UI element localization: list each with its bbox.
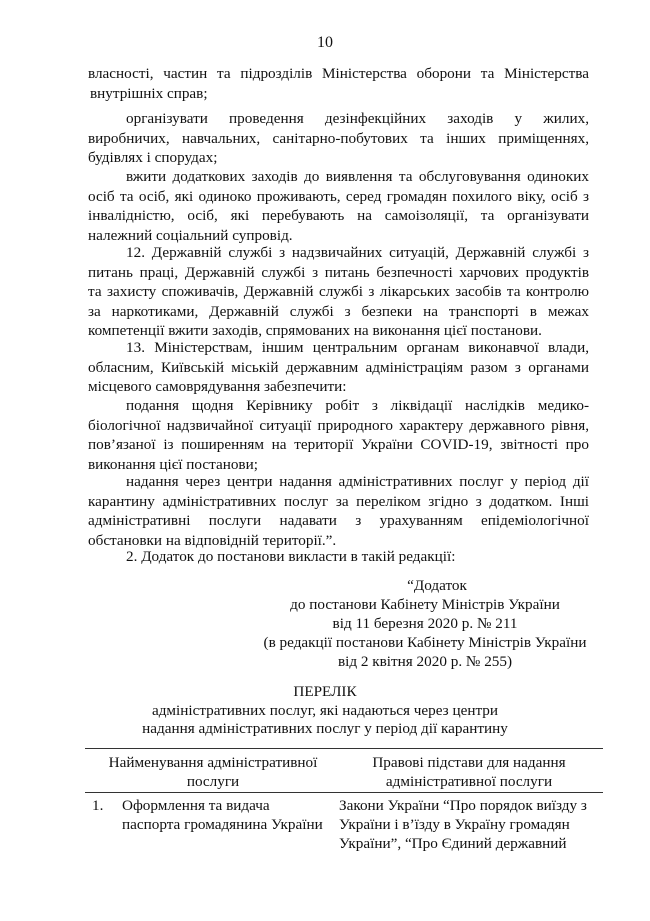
list-subtitle-line-2: надання адміністративних послуг у період дії карантину	[142, 720, 508, 737]
cell-line: Оформлення та видача	[122, 797, 270, 814]
header-line: Правові підстави для надання	[372, 754, 566, 771]
text-line: виробничих, навчальних, санітарно-побутових та інших приміщеннях,	[88, 129, 589, 147]
cell-line: паспорта громадянина України	[122, 816, 323, 833]
text-line: обласним, Київській міській державним адміністраціям разом з органами	[88, 358, 589, 376]
page-number: 10	[317, 34, 333, 51]
paragraph-5	[88, 338, 589, 397]
paragraph-1	[88, 64, 589, 103]
text-line: місцевого самоврядування забезпечити:	[88, 378, 347, 395]
paragraph-2	[88, 109, 589, 168]
text-line: надання через центри надання адміністративних послуг у період дії	[126, 473, 589, 490]
table-top-border	[85, 748, 603, 749]
paragraph-4	[88, 243, 589, 341]
annex-block	[250, 576, 600, 671]
header-line: адміністративної послуги	[385, 773, 553, 790]
text-line: питань праці, Державній службі з питань безпечності харчових продуктів	[88, 263, 589, 281]
text-line: 13. Міністерствам, іншим центральним органам виконавчої влади,	[126, 339, 589, 356]
text-line: обстановки на відповідній території.”.	[88, 531, 337, 549]
list-heading: ПЕРЕЛІК	[293, 683, 357, 700]
text-line: виконання цієї постанови;	[88, 455, 258, 473]
cell-line: України і в’їзду в Україну громадян	[339, 816, 570, 833]
annex-date-line: від 11 березня 2020 р. № 211	[332, 615, 518, 632]
annex-edition-date-line: від 2 квітня 2020 р. № 255)	[337, 653, 513, 670]
paragraph-7	[88, 472, 589, 550]
text-line: осіб та осіб, які одиноко проживають, серед громадян похилого віку, осіб з	[88, 187, 589, 205]
text-line: вжити додаткових заходів до виявлення та обслуговування одиноких	[126, 168, 589, 185]
table-header-basis	[338, 753, 600, 791]
cell-line: Закони України “Про порядок виїзду з	[339, 797, 587, 814]
text-line: пов’язаної із поширенням на території України COVID-19, звітності про	[88, 436, 589, 453]
annex-title: “Додаток	[407, 577, 467, 594]
text-line: за наркотиками, Державній службі з безпеки на транспорті в межах	[88, 302, 589, 320]
text-line: організувати проведення дезінфекційних заходів у жилих,	[126, 110, 589, 127]
text-line: адміністративні послуги надавати з урахуванням епідеміологічної	[88, 512, 589, 529]
text-line: карантину адміністративних послуг за переліком згідно з додатком. Інші	[88, 492, 589, 510]
text-line: компетенції вжити заходів, спрямованих на виконання цієї постанови.	[88, 322, 542, 339]
text-line: біологічної надзвичайної ситуації природного характеру державного рівня,	[88, 416, 589, 434]
text-line: подання щодня Керівнику робіт з ліквідації наслідків медико-	[126, 397, 589, 414]
cell-line: України”, “Про Єдиний державний	[339, 835, 567, 852]
text-line: належний соціальний супровід.	[88, 226, 293, 244]
row-service-name	[122, 796, 323, 834]
text-line: власності, частин та підрозділів Міністерства оборони та Міністерства	[88, 65, 589, 82]
table-header-name	[88, 753, 338, 791]
row-legal-basis	[339, 796, 587, 853]
list-subtitle-line-1: адміністративних послуг, які надаються через центри	[151, 702, 499, 719]
paragraph-3	[88, 167, 589, 245]
text-line: та захисту споживачів, Державній службі з лікарських засобів та контролю	[88, 283, 589, 300]
row-number: 1.	[92, 797, 104, 814]
annex-ref-line: до постанови Кабінету Міністрів України	[290, 596, 560, 613]
text-line: 2. Додаток до постанови викласти в такій редакції:	[126, 548, 456, 565]
paragraph-8	[88, 547, 589, 567]
table-header-border	[85, 792, 603, 793]
header-line: послуги	[186, 773, 240, 790]
text-line: будівлях і спорудах;	[88, 149, 218, 166]
text-line: внутрішніх справ;	[90, 84, 208, 102]
text-line: 12. Державній службі з надзвичайних ситуацій, Державній службі з	[126, 244, 589, 261]
header-line: Найменування адміністративної	[108, 754, 318, 771]
paragraph-6	[88, 396, 589, 474]
annex-edition-line: (в редакції постанови Кабінету Міністрів України	[263, 634, 587, 651]
text-line: інвалідністю, осіб, які перебувають на самоізоляції, та організувати	[88, 207, 589, 224]
